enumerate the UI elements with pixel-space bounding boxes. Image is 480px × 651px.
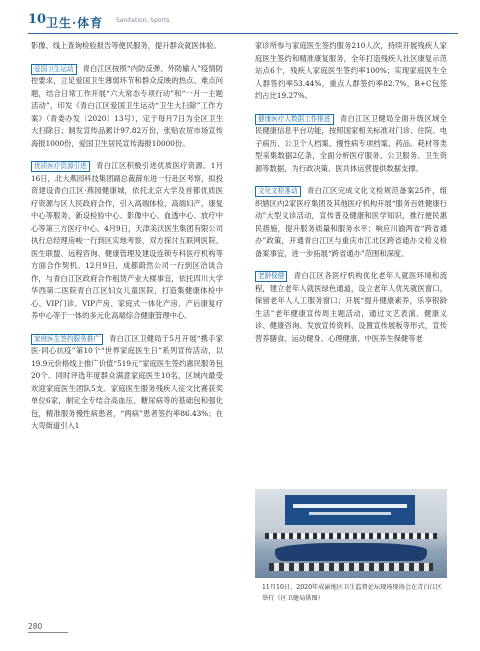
section-title: 卫生·体育: [46, 16, 104, 30]
conference-photo: [255, 489, 447, 578]
footer-rule: [28, 632, 68, 633]
continued-paragraph: 影像、线上查询检验报告等便民服务，提升群众就医体验。: [31, 41, 221, 50]
header-rule: [28, 33, 458, 34]
section-tag: 优质医疗资源引进: [31, 161, 90, 172]
section-tag: 爱国卫生运动: [31, 64, 77, 75]
audience-row: [269, 563, 433, 571]
left-column: [31, 40, 223, 433]
article-body: 青白江区完成文化文检规范备案25件，组织辖区内2家医疗集团及其他医疗机构开展“服务百姓健康行动”大型义诊活动，宣传普及健康和医学知识，推行便民惠民措施，提升服务质量和服务水平；响应川渝两省“跨省通办”政策，开通青白江区与重庆市江北区跨省通办文检义检备案事宜，进一步拓展“跨省通办”范围和深度。: [255, 186, 447, 258]
continued-paragraph: 家诊所参与家庭医生签约服务210人次，持续开展残疾人家庭医生签约和精准康复服务，全年打造残疾人社区康复示范站点6个，残疾人家庭医生签约率100%；实现家庭医生全人群签约率53.44%，重点人群签约率82.7%，B+C包签约占比19.27%。: [255, 41, 447, 100]
section-tag: 文化文检准动: [255, 186, 301, 197]
article-body: 青白江区各医疗机构优化老年人就医环境和流程，建立老年人就医绿色通道，设立老年人优先就医窗口，保留老年人人工服务窗口；开展“提升健康素养，乐享银龄生活”老年健康宣传周主题活动，通过文艺表演、健康义诊、健康咨询、发放宣传资料、设置宣传展板等形式，宣传营养膳食、运动健身、心理健康、中医养生保健等老: [255, 271, 447, 343]
section-tag: 老龄保健: [255, 271, 287, 282]
section-tag: 健康医疗大数据工作推进: [255, 114, 334, 125]
article-elderly-care: [255, 270, 447, 345]
article-patriotic-health: [31, 63, 223, 151]
article-culture-clinic: [255, 185, 447, 260]
article-family-doctor: [31, 333, 223, 433]
section-subtitle: Sanitation, Sports: [116, 17, 170, 24]
stage-screen: [285, 495, 415, 525]
article-body: 青白江区卫健局全面升级区域全民健康信息平台功能，按照国家相关标准对门诊、住院、电子病历、公卫个人档案、慢性病专项档案、药品、耗材等类型采集数据2亿条，全面分析医疗服务、公卫服务、卫生资源等数据，为行政决策、医共体运营提供数据支撑。: [255, 113, 447, 173]
article-quality-medical-resources: [31, 160, 223, 323]
right-column: [255, 40, 447, 345]
meeting-table: [275, 543, 427, 561]
article-body: 青白江区卫健局于5月开展“携手家医·同心抗疫”第10个“世界家庭医生日”系列宣传活动，以19.9元价格线上推广价值“519元”家庭医生签约惠民服务包20个。同时评选年度群众满意家庭医生10名，区域内最受欢迎家庭医生团队5支。家庭医生服务残疾人征文比赛获奖单位6家，制定全专结合高血压、糖尿病等的基础包和强化包，精准服务慢性病患者，“两病”患者签约率86.43%；在大弯街道引入1: [31, 333, 223, 430]
yearbook-logo-icon: 10: [28, 12, 47, 27]
article-body: 青白江区积极引进优质医疗资源。1月16日，北大燕园科技集团副总裁薛东进一行赴区考察，拟投资建设青白江区·燕园健康城，依托北京大学及首都优质医疗资源与区人民政府合作，引入高端体检、高端妇产、康复中心等服务，新设检验中心、影像中心、血透中心、放疗中心等第三方医疗中心。4月9日，天津美沃医生集团有限公司执行总经理房峻一行到区实地考察，双方探讨互联网医院、医生联盟、远程咨询、健康管理及建设连锁专科医疗机构等方面合作契机。12月9日，成都蔚然公司一行到区洽谈合作，与青白江区政府合作租赁产业大楼事宜，依托四川大学华西第二医院青白江区妇女儿童医院，打造集健康体检中心、VIP门诊、VIP产房、家庭式一体化产房、产后康复疗养中心等于一体的多元化高端综合健康管理中心。: [31, 161, 223, 320]
section-tag: 家庭医生签约服务推广: [31, 334, 103, 345]
page-header: [28, 12, 458, 32]
photo-caption: 11月10日，2020年成渝地区卫生监督论坛现场现场会在青白江区举行（区卫健局供图）: [262, 584, 442, 602]
article-body: 青白江区按照“内防反弹、外防输入”疫情防控要求，立足爱国卫生薄弱环节和群众反映的热点、难点问题，结合日常工作开展“六大常态专项行动”和“一月一主题活动”，印发《青白江区爱国卫生运动“卫生大扫除”工作方案》（青委办发〔2020〕13号），定于每月7日为全区卫生大扫除日；制发宣传品累计97.82万份，张贴农贸市场宣传海报1000份，爱国卫生居民宣传海报10000份。: [31, 63, 223, 148]
page-number: 280: [28, 622, 43, 631]
article-health-big-data: [255, 113, 447, 176]
audience-row: [265, 533, 437, 539]
